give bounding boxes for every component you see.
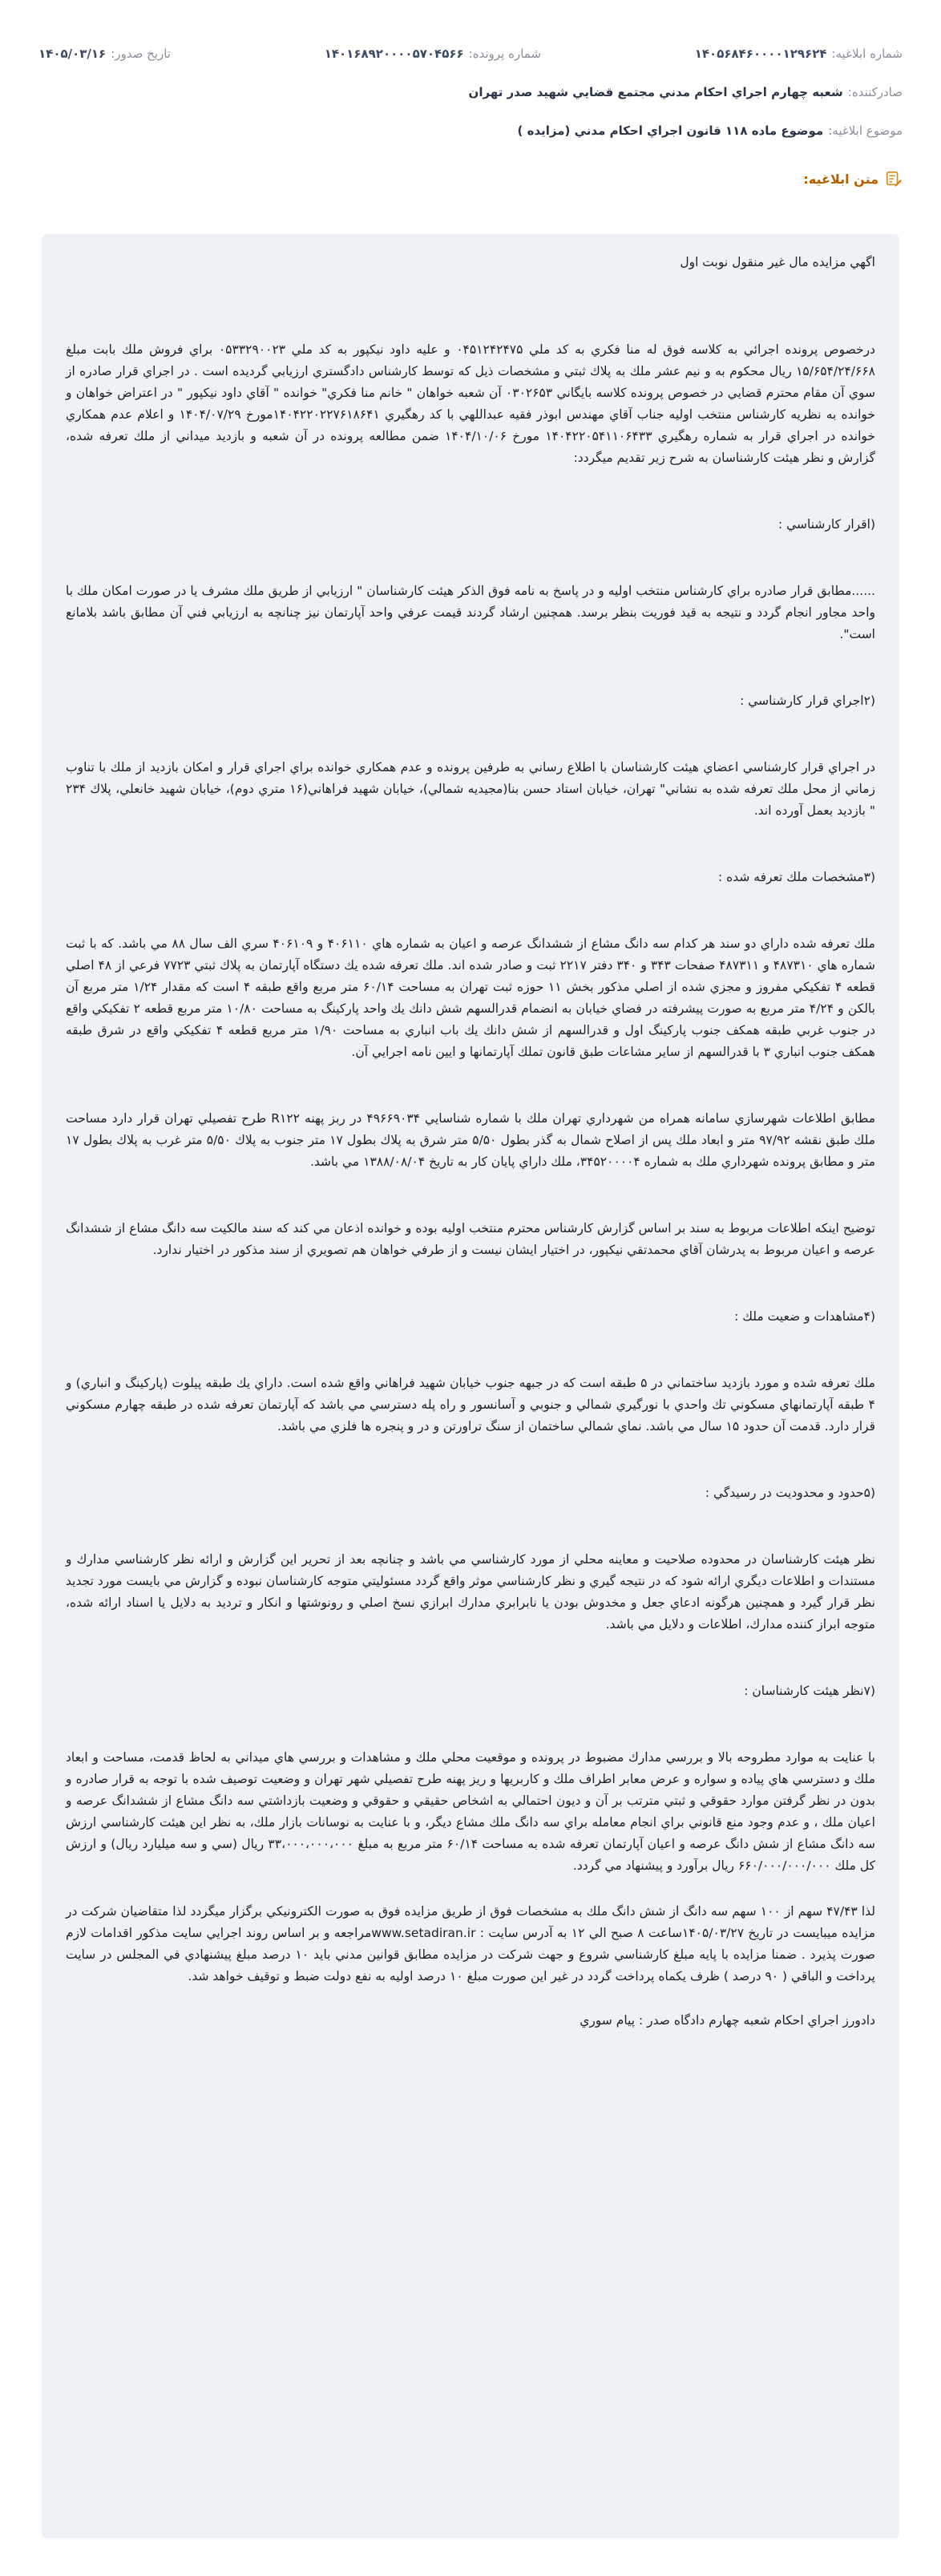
- section-3-title: (۳مشخصات ملك تعرفه شده :: [717, 870, 875, 884]
- auction-heading: اگهي مزايده مال غير منقول نوبت اول: [680, 255, 875, 269]
- section-2-text: در اجراي قرار كارشناسي اعضاي هيئت كارشناسان با اطلاع رساني به طرفين پرونده و عدم همكاري خوانده براي اجراي قرار و امكان بازديد از ملك با تناوب زماني از محل ملك تعرفه شده به نشاني" تهران، خيابان استاد حسن بنا(مجيديه شمالي)، خيابان شهيد فراهاني(۱۶ متري دوم)، خيابان شهيد خانعلي، پلاك ۲۳۴ " بازديد بعمل آورده اند.: [66, 760, 875, 818]
- section-3-text-1: ملك تعرفه شده داراي دو سند هر كدام سه دانگ مشاع از ششدانگ عرصه و اعيان به شماره هاي ۴۰۶۱۱۰ و ۴۰۶۱۰۹ سري الف سال ۸۸ مي باشد. كه با ثبت شماره هاي ۴۸۷۳۱۰ و ۴۸۷۳۱۱ صفحات ۳۴۳ و ۳۴۰ دفتر ۲۲۱۷ ثبت و صادر شده اند. ملك تعرفه شده يك دستگاه آپارتمان به پلاك ثبتي ۷۷۲۳ فرعي از ۴۸ اصلي قطعه ۴ تفكيكي مفروز و مجزي شده از اصلي مذكور بخش ۱۱ حوزه ثبت تهران به مساحت ۶۰/۱۴ متر مربع واقع طبقه ۴ است كه مقدار ۱/۲۴ متر مربع آن بالكن و ۴/۲۴ متر مربع به صورت پيشرفته در فضاي خيابان به انضمام قدرالسهم شش دانك يك واحد پاركينگ به مساحت ۱۰/۸۰ متر مربع قطعه ۲ تفكيكي واقع در جنوب غربي طبقه همكف جنوب پاركينگ اول و قدرالسهم از شش دانك يك باب انباري به مساحت ۱/۹۰ متر مربع قطعه ۴ تفكيكي واقع در شرق طبقه همكف جنوب انباري ۳ با قدرالسهم از ساير مشاعات طبق قانون تملك آپارتمانها و ايين نامه اجرايي آن.: [66, 936, 876, 1059]
- issuer-row: [38, 80, 903, 104]
- notice-title-text: متن ابلاغیه:: [803, 171, 878, 187]
- notice-title: [38, 167, 903, 191]
- notice-body: [42, 234, 899, 2538]
- notice-number-value: ۱۴۰۵۶۸۴۶۰۰۰۰۱۲۹۶۲۴: [694, 47, 827, 61]
- section-5-text: نظر هيئت كارشناسان در محدوده صلاحيت و معاينه محلي از مورد كارشناسي مي باشد و چنانچه بعد از تحرير اين گزارش و ارائه نظر كارشناسي مدارك و مستندات و اطلاعات ديگري ارائه شود كه در نتيجه گيري و نظر كارشناسي موثر واقع گردد مسئوليتي متوجه كارشناسان نبوده و گزارش مي بايست مورد تجديد نظر قرار گيرد و همچنين هرگونه ادعاي جعل و مخدوش بودن يا نابرابري مدارك ابرازي نسخ اصلي و رونوشتها و انكار و ترديد به دلايل يا اسناد ارائه شده، متوجه ابراز كننده مدارك، اطلاعات و دلايل مي باشد.: [66, 1552, 875, 1632]
- intro-paragraph: درخصوص پرونده اجرائي به كلاسه فوق له منا فكري به كد ملي ۰۴۵۱۲۴۲۴۷۵ و عليه داود نيكپور به كد ملي ۰۵۳۳۲۹۰۰۲۳ براي فروش ملك بابت مبلغ ۱۵/۶۵۴/۲۴/۶۶۸ ريال محكوم به و نيم عشر ملك به پلاك ثبتي و مشخصات ذيل كه توسط كارشناس دادگستري ارزيابي گرديده است . در اجراي قرار صادره از سوي آن مقام محترم قضايي در خصوص پرونده كلاسه بايگاني ۰۳۰۲۶۵۳ آن شعبه خواهان " خانم منا فكري" خوانده " آقاي داود نيكپور " در اعتراض خواهان و خوانده به نظريه كارشناس منتخب اوليه جناب آقاي مهندس ابوذر فقيه عبداللهي با كد رهگيري ۱۴۰۴۲۲۰۲۲۷۶۱۸۶۴۱مورخ ۱۴۰۴/۰۷/۲۹ و اعلام عدم همكاري خوانده در اجراي قرار به شماره رهگيري ۱۴۰۴۲۲۰۵۴۱۱۰۶۴۳۳ مورخ ۱۴۰۴/۱۰/۰۶ ضمن مطالعه پرونده در آن شعبه و بازديد ميداني از ملك تعرفه شده، گزارش و نظر هيئت كارشناسان به شرح زير تقديم ميگردد:: [66, 342, 875, 465]
- issuer-label: صادرکننده:: [847, 85, 903, 99]
- section-4-title: (۴مشاهدات و ضعيت ملك :: [734, 1309, 875, 1324]
- section-1-title: (اقرار كارشناسي :: [777, 517, 875, 532]
- final-paragraph: لذا ۴۷/۴۳ سهم از ۱۰۰ سهم سه دانگ از شش دانگ ملك به مشخصات فوق از طريق مزايده فوق به صورت الكترونيكي برگزار ميگردد لذا متقاضيان شركت در مزايده ميبايست در تاريخ ۱۴۰۵/۰۳/۲۷ساعت ۸ صبح الي ۱۲ به آدرس سايت : www.setadiran.irمراجعه و بر اساس روند اجرايي سايت مذكور اقدامات لازم صورت پذيرد . ضمنا مزايده با پايه مبلغ كارشناسي شروع و جهت شركت در مزايده مطابق قوانين مدني بايد ۱۰ درصد مبلغ پيشنهادي في المجلس در سايت پرداخت و الباقي ( ۹۰ درصد ) ظرف يكماه پرداخت گردد در غير اين صورت مبلغ ۱۰ درصد اوليه به نفع دولت ضبط و توقيف خواهد شد.: [66, 1904, 876, 1984]
- case-number-value: ۱۴۰۱۶۸۹۲۰۰۰۰۵۷۰۴۵۶۶: [324, 47, 464, 61]
- issue-date: [38, 47, 171, 61]
- issue-date-value: ۱۴۰۵/۰۳/۱۶: [38, 47, 107, 61]
- section-5-title: (۵حدود و محدوديت در رسيدگي :: [705, 1486, 875, 1500]
- issue-date-label: تاریخ صدور:: [111, 47, 171, 61]
- subject-row: [38, 119, 903, 143]
- notice-header: [38, 42, 903, 66]
- section-4-text: ملك تعرفه شده و مورد بازديد ساختماني در ۵ طبقه است كه در جبهه جنوب خيابان شهيد فراهاني واقع شده است. داراي يك طبقه پيلوت (پاركينگ و انباري) و ۴ طبقه آپارتمانهاي مسكوني تك واحدي با نورگيري شمالي و جنوبي و آسانسور و راه پله دسترسي مي باشد كه آپارتمان تعرفه شده در طبقه چهارم مسكوني قرار دارد. قدمت آن حدود ۱۵ سال مي باشد. نماي شمالي ساختمان از سنگ تراورتن و در و پنجره ها فلزي مي باشد.: [66, 1376, 875, 1434]
- section-1-text: ......مطابق قرار صادره براي كارشناس منتخب اوليه و در پاسخ به نامه فوق الذكر هيئت كارشناسان " ارزيابي از طريق ملك مشرف يا در صورت امكان ملك با واحد مجاور انجام گردد و نتيجه به قيد فوريت بنظر برسد. همچنين ارشاد گردند قيمت عرفي واحد آپارتمان نيز چنانچه به ارزيابي فني آن مطابق باشد بلامانع است".: [66, 584, 875, 641]
- subject-label: موضوع ابلاغیه:: [828, 123, 903, 138]
- section-7-title: (۷نظر هيئت كارشناسان :: [744, 1684, 875, 1698]
- issuer-value: شعبه چهارم اجراي احكام مدني مجتمع قضايي شهيد صدر تهران: [468, 85, 843, 99]
- case-number: [325, 47, 541, 61]
- subject-value: موضوع ماده ۱۱۸ قانون اجراي احكام مدني (مزايده ): [517, 123, 824, 138]
- document-edit-icon: [885, 170, 903, 188]
- signature: دادورز اجراي احكام شعبه چهارم دادگاه صدر : پيام سوري: [580, 2013, 875, 2028]
- notice-number: [695, 47, 903, 61]
- section-3-text-3: توضيح اينكه اطلاعات مربوط به سند بر اساس گزارش كارشناس محترم منتخب اوليه بوده و خوانده اذعان مي كند كه سند مالكيت سه دانگ مشاع از ششدانگ عرصه و اعيان مربوط به پدرشان آقاي محمدتقي نيكپور، در اختيار ايشان نيست و از طرفي خواهان هم تصويري از سند مذكور در اختيار ندارد.: [66, 1221, 875, 1257]
- case-number-label: شماره پرونده:: [468, 47, 542, 61]
- section-2-title: (۲اجراي قرار كارشناسي :: [740, 694, 875, 708]
- notice-number-label: شماره ابلاغیه:: [831, 47, 903, 61]
- notice-page: [0, 42, 941, 2576]
- section-7-text: با عنايت به موارد مطروحه بالا و بررسي مدارك مضبوط در پرونده و موقعيت محلي ملك و مشاهدات و بررسي هاي ميداني به لحاظ قدمت، مساحت و ابعاد ملك و دسترسي هاي پياده و سواره و عرض معابر اطراف ملك و كاربريها و ريز پهنه طرح تفصيلي شهر تهران و وضعيت توصيف شده با توجه به قرار صادره و بدون در نظر گرفتن موارد حقوقي و ثبتي مترتب بر آن و ديون احتمالي به اشخاص حقيقي و حقوقي و وضعيت بازداشتي سه دانگ مشاع از ششدانگ عرصه و اعيان ملك ، و عدم وجود منع قانوني براي انجام معامله براي سه دانگ ملك مشاع ديگر، و با عنايت به نوسانات بازار ملك، به نظر اين هيئت كارشناسي ارزش سه دانگ مشاع از شش دانگ عرصه و اعيان آپارتمان تعرفه شده به مساحت ۶۰/۱۴ متر مربع به مبلغ ۳۳،۰۰۰،۰۰۰،۰۰۰ ريال (سي و سه ميليارد ريال) و ارزش كل ملك ۶۶۰/۰۰۰/۰۰۰/۰۰۰ ريال برآورد و پيشنهاد مي گردد.: [66, 1750, 875, 1873]
- section-3-text-2: مطابق اطلاعات شهرسازي سامانه همراه من شهرداري تهران ملك با شماره شناسايي ۴۹۶۶۹۰۳۴ در ربز پهنه R۱۲۲ طرح تفصيلي تهران قرار دارد مساحت ملك طبق نقشه ۹۷/۹۲ متر و ابعاد ملك پس از اصلاح شمال به گذر بطول ۵/۵۰ متر شرق به پلاك بطول ۱۷ متر جنوب به پلاك ۵/۵۰ متر غرب به پلاك بطول ۱۷ متر و مطابق پرونده شهرداري ملك به شماره ۳۴۵۲۰۰۰۰۴، ملك داراي پايان كار به تاريخ ۱۳۸۸/۰۸/۰۴ مي باشد.: [66, 1111, 876, 1169]
